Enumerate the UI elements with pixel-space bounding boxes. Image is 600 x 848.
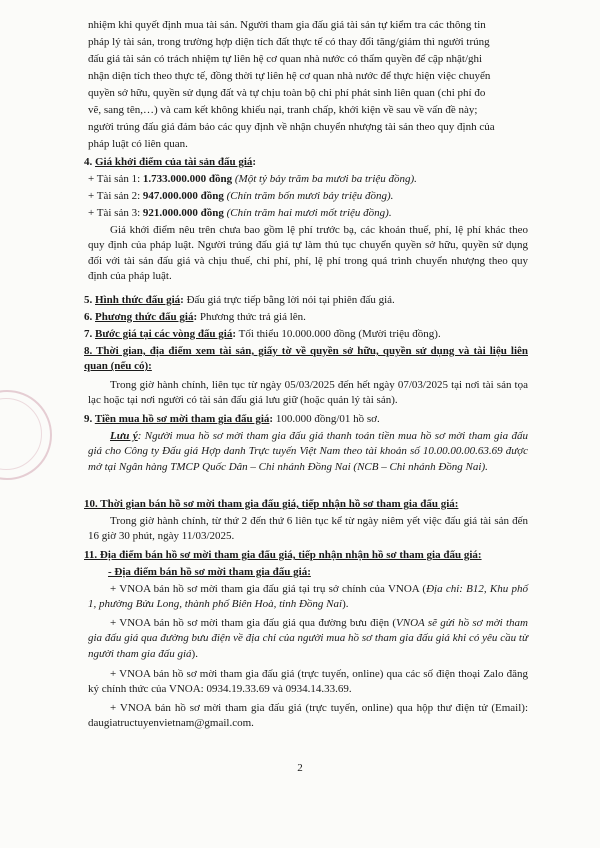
intro-line: nhận diện tích theo thực tế, đồng thời tự liên hệ cơ quan nhà nước để thực hiện việc chuyển	[88, 70, 491, 82]
section-7: 7. Bước giá tại các vòng đấu giá: Tối thiểu 10.000.000 đồng (Mười triệu đồng).	[84, 328, 441, 340]
section-11-heading: 11. Địa điểm bán hồ sơ mời tham gia đấu giá, tiếp nhận nhận hồ sơ tham gia đấu giá:	[84, 549, 482, 561]
section-9: 9. Tiền mua hồ sơ mời tham gia đấu giá: 100.000 đồng/01 hồ sơ.	[84, 413, 380, 425]
intro-line: quyền sở hữu, quyền sử dụng đất và tự chịu toàn bộ chi phí phát sinh liên quan (chi phí đo	[88, 87, 486, 99]
intro-line: vẽ, sang tên,…) và cam kết không khiếu nại, tranh chấp, khởi kiện về sau về vấn đề này;	[88, 104, 478, 116]
section-11-subheading: - Địa điểm bán hồ sơ mời tham gia đấu giá:	[108, 566, 311, 578]
section-11-item-4: + VNOA bán hồ sơ mời tham gia đấu giá (trực tuyến, online) qua hộp thư điện tử (Email): daugiatructuyenvietnam@gmail.com.	[88, 702, 528, 730]
section-5: 5. Hình thức đấu giá: Đấu giá trực tiếp bằng lời nói tại phiên đấu giá.	[84, 294, 395, 306]
intro-line: pháp luật có liên quan.	[88, 138, 188, 150]
section-11-item-1: + VNOA bán hồ sơ mời tham gia đấu giá tại trụ sở chính của VNOA (Địa chỉ: B12, Khu phố 1, phường Bửu Long, thành phố Biên Hoà, tỉnh Đồng Nai).	[88, 583, 528, 611]
intro-line: đấu giá tài sản có trách nhiệm tự liên hệ cơ quan nhà nước có thẩm quyền để cập nhật/ghi	[88, 53, 483, 65]
section-11-item-2: + VNOA bán hồ sơ mời tham gia đấu giá qua đường bưu điện (VNOA sẽ gửi hồ sơ mời tham gia đấu giá qua đường bưu điện về địa chỉ của người mua hồ sơ tham gia đấu giá khi có yêu cầu từ người tham gia đấu giá).	[88, 617, 528, 660]
section-4-heading: 4. Giá khởi điểm của tài sản đấu giá:	[84, 156, 257, 168]
price-note: Giá khởi điểm nêu trên chưa bao gồm lệ phí trước bạ, các khoản thuế, phí, lệ phí khác theo quy định của pháp luật. Người trúng đấu giá tự làm thủ tục chuyển quyền sở hữu, quyền sử dụng đối với tài sản đấu giá và chịu thuế, chi phí, phí, lệ phí trong quá trình chuyển nhượng theo quy định của pháp luật.	[88, 224, 528, 282]
section-9-note: Lưu ý: Người mua hồ sơ mời tham gia đấu giá thanh toán tiền mua hồ sơ mời tham gia đấu giá cho Công ty Đấu giá Hợp danh Trực tuyến Việt Nam theo tài khoản số 10.00.00.00.63.69 được mở tại Ngân hàng TMCP Quốc Dân – Chi nhánh Đồng Nai (NCB – Chi nhánh Đồng Nai).	[88, 430, 528, 473]
section-10-text: Trong giờ hành chính, từ thứ 2 đến thứ 6 liên tục kể từ ngày niêm yết việc đấu giá tài sản đến 16 giờ 30 phút, ngày 11/03/2025.	[88, 515, 528, 543]
intro-line: người trúng đấu giá đảm bảo các quy định về nhận chuyển nhượng tài sản theo quy định của	[88, 121, 495, 133]
page-number: 2	[297, 762, 303, 774]
section-6: 6. Phương thức đấu giá: Phương thức trả giá lên.	[84, 311, 306, 323]
intro-line: pháp lý tài sản, trong trường hợp diện tích đất thực tế có thay đổi tăng/giảm thì người trúng	[88, 36, 490, 48]
section-8-heading: 8. Thời gian, địa điểm xem tài sản, giấy tờ về quyền sở hữu, quyền sử dụng và tài liệu liên quan (nếu có):	[84, 345, 528, 373]
price-item-2: + Tài sản 2: 947.000.000 đồng (Chín trăm bốn mươi bảy triệu đồng).	[88, 190, 394, 202]
price-item-1: + Tài sản 1: 1.733.000.000 đồng (Một tỷ bảy trăm ba mươi ba triệu đồng).	[88, 173, 417, 185]
section-10-heading: 10. Thời gian bán hồ sơ mời tham gia đấu giá, tiếp nhận hồ sơ tham gia đấu giá:	[84, 498, 459, 510]
intro-line: nhiệm khi quyết định mua tài sản. Người tham gia đấu giá tài sản tự kiểm tra các thông tin	[88, 19, 486, 31]
section-11-item-3: + VNOA bán hồ sơ mời tham gia đấu giá (trực tuyến, online) qua các số điện thoại Zalo đăng ký chính thức của VNOA: 0934.19.33.69 và 0934.14.33.69.	[88, 668, 528, 696]
price-item-3: + Tài sản 3: 921.000.000 đồng (Chín trăm hai mươi mốt triệu đồng).	[88, 207, 392, 219]
section-8-text: Trong giờ hành chính, liên tục từ ngày 05/03/2025 đến hết ngày 07/03/2025 tại nơi tài sản tọa lạc hoặc tại nơi người có tài sản đấu giá lưu giữ (hoặc quản lý tài sản).	[88, 379, 528, 407]
